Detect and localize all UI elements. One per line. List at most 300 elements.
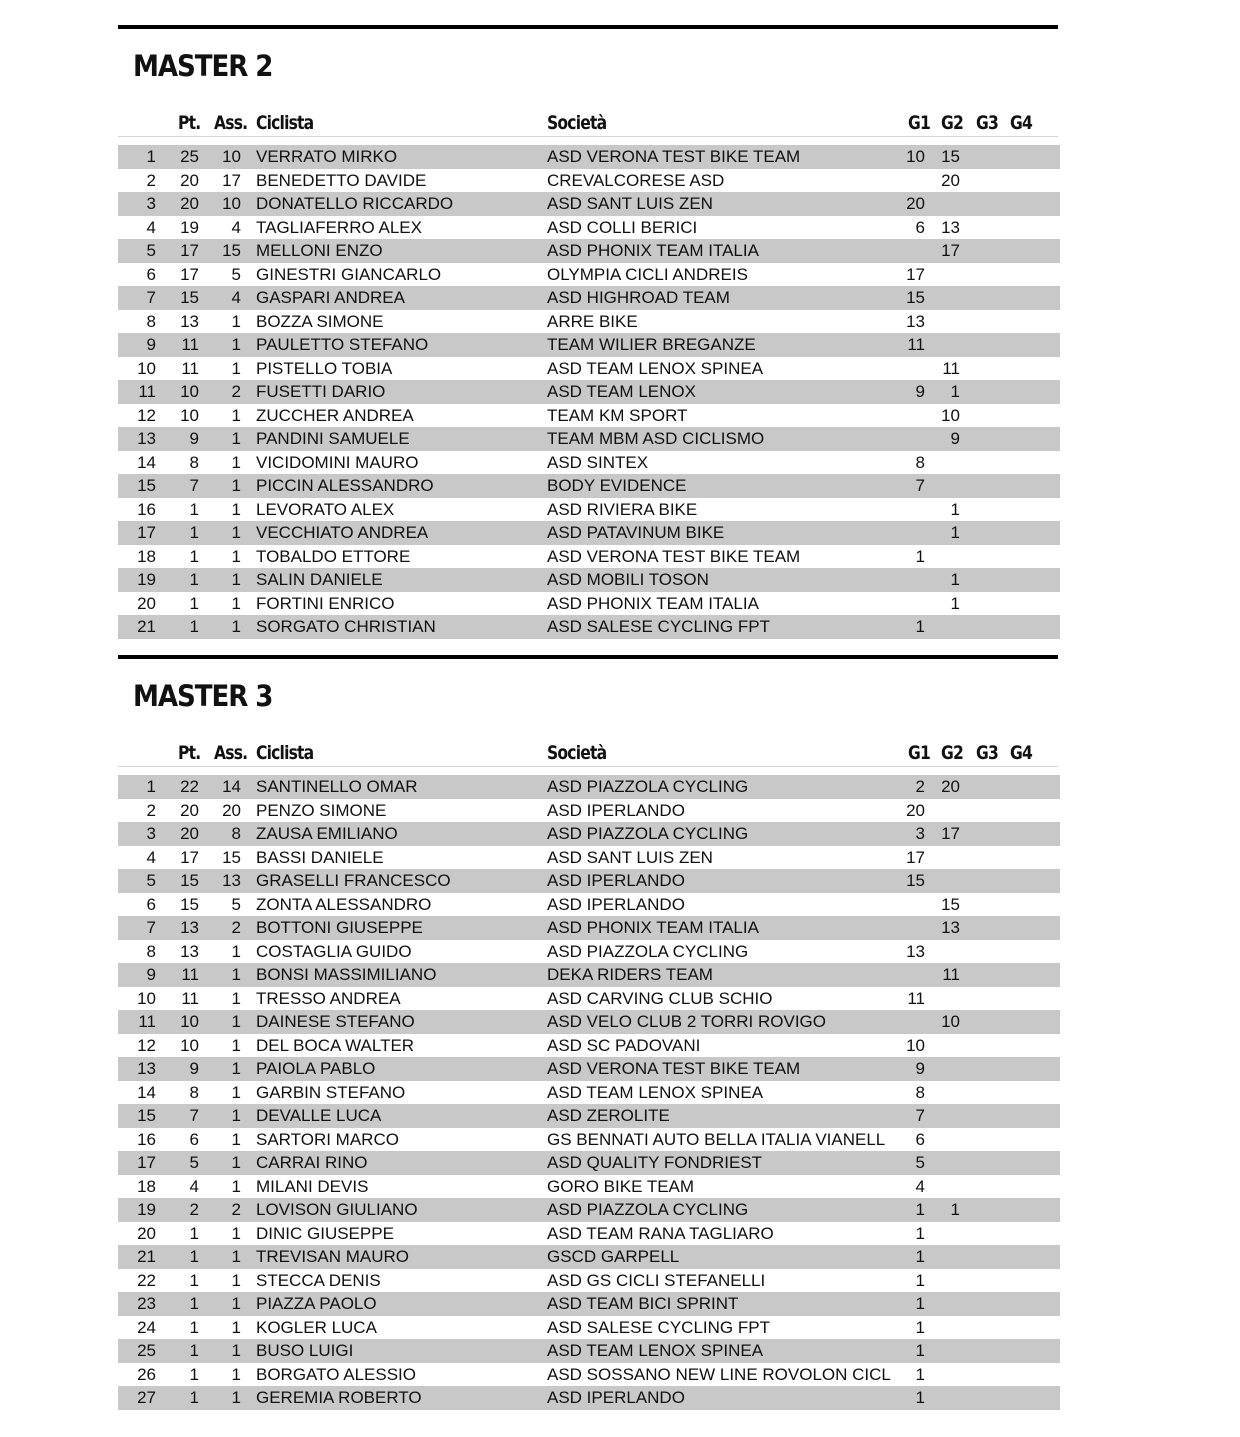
table-row: [118, 216, 1060, 240]
table-row: [118, 1292, 1060, 1316]
position-cell: 13: [137, 1059, 156, 1078]
g2-cell: 1: [950, 523, 960, 542]
rider-name-cell: DONATELLO RICCARDO: [256, 194, 454, 213]
team-cell: ASD COLLI BERICI: [547, 217, 698, 237]
g1-cell: 1: [915, 1317, 925, 1337]
team-cell: ASD SANT LUIS ZEN: [547, 194, 713, 213]
position-cell: 25: [137, 1341, 156, 1360]
team-cell: ASD VERONA TEST BIKE TEAM: [547, 546, 801, 566]
rider-name-cell: GASPARI ANDREA: [256, 288, 405, 307]
presences-cell: 1: [231, 1317, 241, 1337]
presences-cell: 15: [222, 241, 241, 260]
points-cell: 8: [189, 1082, 199, 1102]
rider-name-cell: BORGATO ALESSIO: [256, 1364, 416, 1384]
table-row: [118, 1339, 1060, 1363]
team-cell: ASD IPERLANDO: [547, 1388, 685, 1407]
position-cell: 14: [137, 1082, 156, 1102]
table-row: [118, 1034, 1060, 1058]
presences-cell: 1: [231, 570, 241, 589]
table-row: [118, 286, 1060, 310]
presences-cell: 1: [231, 311, 241, 331]
points-cell: 15: [180, 871, 199, 890]
points-cell: 2: [189, 1200, 199, 1219]
points-cell: 1: [189, 1317, 199, 1337]
points-cell: 11: [181, 965, 199, 984]
g1-cell: 8: [915, 1082, 925, 1102]
table-row: [118, 1386, 1060, 1410]
rider-name-cell: BENEDETTO DAVIDE: [256, 170, 427, 190]
team-cell: ASD SANT LUIS ZEN: [547, 847, 713, 867]
team-cell: DEKA RIDERS TEAM: [547, 965, 713, 984]
header-pt: Pt.: [178, 742, 201, 764]
points-cell: 15: [180, 894, 199, 914]
presences-cell: 1: [231, 1223, 241, 1243]
team-cell: ASD PHONIX TEAM ITALIA: [547, 918, 759, 937]
g2-cell: 13: [941, 918, 960, 937]
presences-cell: 8: [231, 824, 241, 843]
standings-table: [118, 775, 1060, 1410]
presences-cell: 1: [231, 1035, 241, 1055]
points-cell: 7: [189, 476, 199, 495]
rider-name-cell: FORTINI ENRICO: [256, 593, 395, 613]
header-g2: G2: [941, 112, 963, 134]
presences-cell: 10: [222, 194, 241, 213]
team-cell: TEAM WILIER BREGANZE: [547, 335, 756, 354]
g1-cell: 1: [915, 1200, 925, 1219]
table-row: [118, 592, 1060, 616]
g1-cell: 10: [906, 1035, 925, 1055]
team-cell: ASD TEAM BICI SPRINT: [547, 1294, 739, 1313]
presences-cell: 5: [231, 894, 241, 914]
g2-cell: 20: [941, 777, 960, 796]
presences-cell: 1: [231, 1364, 241, 1384]
points-cell: 1: [189, 593, 199, 613]
points-cell: 11: [181, 988, 199, 1008]
points-cell: 10: [180, 405, 199, 425]
table-row: [118, 404, 1060, 428]
table-row: [118, 474, 1060, 498]
rider-name-cell: PICCIN ALESSANDRO: [256, 476, 434, 495]
points-cell: 1: [189, 523, 199, 542]
section-master-2: [118, 25, 1058, 645]
team-cell: ASD VERONA TEST BIKE TEAM: [547, 147, 801, 166]
rider-name-cell: TREVISAN MAURO: [256, 1247, 410, 1266]
presences-cell: 5: [231, 264, 241, 284]
points-cell: 1: [189, 499, 199, 519]
g1-cell: 1: [915, 1270, 925, 1290]
position-cell: 10: [137, 988, 156, 1008]
rider-name-cell: LOVISON GIULIANO: [256, 1200, 418, 1219]
table-row: [118, 869, 1060, 893]
rider-name-cell: COSTAGLIA GUIDO: [256, 941, 412, 961]
table-row: [118, 1245, 1060, 1269]
points-cell: 20: [180, 194, 199, 213]
table-row: [118, 427, 1060, 451]
table-row: [118, 263, 1060, 287]
position-cell: 3: [146, 194, 156, 213]
g1-cell: 6: [915, 217, 925, 237]
table-row: [118, 963, 1060, 987]
rider-name-cell: GARBIN STEFANO: [256, 1082, 406, 1102]
points-cell: 1: [189, 1247, 199, 1266]
rider-name-cell: KOGLER LUCA: [256, 1317, 377, 1337]
position-cell: 21: [137, 617, 156, 636]
presences-cell: 2: [231, 918, 241, 937]
rider-name-cell: TAGLIAFERRO ALEX: [256, 217, 422, 237]
g1-cell: 11: [907, 988, 925, 1008]
points-cell: 1: [189, 1341, 199, 1360]
g1-cell: 15: [906, 288, 925, 307]
header-ass: Ass.: [214, 112, 248, 134]
team-cell: ASD SINTEX: [547, 452, 649, 472]
presences-cell: 1: [231, 965, 241, 984]
g2-cell: 1: [950, 593, 960, 613]
position-cell: 20: [137, 1223, 156, 1243]
points-cell: 22: [180, 777, 199, 796]
points-cell: 9: [189, 1059, 199, 1078]
presences-cell: 17: [222, 170, 241, 190]
g1-cell: 9: [915, 1059, 925, 1078]
position-cell: 15: [137, 476, 156, 495]
points-cell: 20: [180, 170, 199, 190]
points-cell: 13: [180, 311, 199, 331]
points-cell: 17: [180, 241, 199, 260]
header-ass: Ass.: [214, 742, 248, 764]
rider-name-cell: GINESTRI GIANCARLO: [256, 264, 442, 284]
g2-cell: 17: [941, 824, 960, 843]
table-row: [118, 846, 1060, 870]
section-master-3: [118, 655, 1058, 1415]
team-cell: ASD PIAZZOLA CYCLING: [547, 941, 749, 961]
g1-cell: 1: [915, 1364, 925, 1384]
rider-name-cell: ZONTA ALESSANDRO: [256, 894, 432, 914]
rider-name-cell: DEVALLE LUCA: [256, 1106, 382, 1125]
g2-cell: 10: [941, 1012, 960, 1031]
points-cell: 1: [189, 1223, 199, 1243]
team-cell: ASD PIAZZOLA CYCLING: [547, 777, 749, 796]
presences-cell: 4: [231, 288, 241, 307]
table-row: [118, 1057, 1060, 1081]
presences-cell: 1: [231, 1106, 241, 1125]
table-row: [118, 916, 1060, 940]
team-cell: TEAM KM SPORT: [547, 405, 688, 425]
g2-cell: 11: [942, 358, 960, 378]
rider-name-cell: TRESSO ANDREA: [256, 988, 401, 1008]
team-cell: ASD PHONIX TEAM ITALIA: [547, 593, 759, 613]
g1-cell: 17: [906, 847, 925, 867]
rider-name-cell: VECCHIATO ANDREA: [256, 523, 429, 542]
header-societa: Società: [547, 112, 607, 134]
presences-cell: 1: [231, 523, 241, 542]
presences-cell: 2: [231, 382, 241, 401]
presences-cell: 14: [222, 777, 241, 796]
presences-cell: 1: [231, 1012, 241, 1031]
team-cell: ASD PIAZZOLA CYCLING: [547, 1200, 749, 1219]
team-cell: ASD RIVIERA BIKE: [547, 499, 698, 519]
team-cell: ASD VELO CLUB 2 TORRI ROVIGO: [547, 1012, 827, 1031]
team-cell: ASD SC PADOVANI: [547, 1035, 701, 1055]
rider-name-cell: BOZZA SIMONE: [256, 311, 384, 331]
header-g1: G1: [908, 742, 930, 764]
table-row: [118, 1316, 1060, 1340]
g2-cell: 15: [941, 894, 960, 914]
g1-cell: 6: [915, 1129, 925, 1149]
team-cell: ASD HIGHROAD TEAM: [547, 288, 730, 307]
g2-cell: 11: [942, 965, 960, 984]
position-cell: 6: [146, 894, 156, 914]
rider-name-cell: VICIDOMINI MAURO: [256, 452, 419, 472]
table-row: [118, 451, 1060, 475]
header-pt: Pt.: [178, 112, 201, 134]
g2-cell: 1: [950, 499, 960, 519]
position-cell: 17: [137, 523, 156, 542]
position-cell: 11: [138, 1012, 156, 1031]
points-cell: 1: [189, 570, 199, 589]
rider-name-cell: MILANI DEVIS: [256, 1176, 369, 1196]
presences-cell: 2: [231, 1200, 241, 1219]
points-cell: 9: [189, 429, 199, 448]
points-cell: 10: [180, 382, 199, 401]
position-cell: 18: [137, 546, 156, 566]
table-row: [118, 333, 1060, 357]
team-cell: CREVALCORESE ASD: [547, 170, 725, 190]
table-row: [118, 1010, 1060, 1034]
presences-cell: 1: [231, 1129, 241, 1149]
g1-cell: 3: [915, 824, 925, 843]
g1-cell: 7: [915, 476, 925, 495]
team-cell: ASD TEAM RANA TAGLIARO: [547, 1223, 774, 1243]
position-cell: 7: [146, 288, 156, 307]
team-cell: ARRE BIKE: [547, 311, 638, 331]
points-cell: 10: [180, 1035, 199, 1055]
position-cell: 12: [137, 1035, 156, 1055]
g1-cell: 17: [906, 264, 925, 284]
rider-name-cell: PAULETTO STEFANO: [256, 335, 429, 354]
table-row: [118, 822, 1060, 846]
team-cell: ASD MOBILI TOSON: [547, 570, 709, 589]
position-cell: 14: [137, 452, 156, 472]
table-row: [118, 145, 1060, 169]
team-cell: ASD TEAM LENOX: [547, 382, 696, 401]
header-g4: G4: [1010, 112, 1032, 134]
position-cell: 19: [137, 1200, 156, 1219]
position-cell: 16: [137, 1129, 156, 1149]
rider-name-cell: PANDINI SAMUELE: [256, 429, 410, 448]
points-cell: 5: [189, 1153, 199, 1172]
g2-cell: 1: [950, 382, 960, 401]
presences-cell: 1: [231, 429, 241, 448]
rider-name-cell: BUSO LUIGI: [256, 1341, 354, 1360]
position-cell: 12: [137, 405, 156, 425]
rider-name-cell: BONSI MASSIMILIANO: [256, 965, 437, 984]
team-cell: OLYMPIA CICLI ANDREIS: [547, 264, 748, 284]
presences-cell: 1: [231, 1270, 241, 1290]
header-g3: G3: [976, 742, 998, 764]
rider-name-cell: PISTELLO TOBIA: [256, 358, 393, 378]
header-ciclista: Ciclista: [256, 112, 314, 134]
team-cell: ASD SOSSANO NEW LINE ROVOLON CICL: [547, 1364, 891, 1384]
position-cell: 5: [146, 241, 156, 260]
g2-cell: 13: [941, 217, 960, 237]
rider-name-cell: BOTTONI GIUSEPPE: [256, 918, 423, 937]
g1-cell: 1: [915, 1341, 925, 1360]
header-ciclista: Ciclista: [256, 742, 314, 764]
position-cell: 8: [146, 941, 156, 961]
table-row: [118, 1175, 1060, 1199]
team-cell: TEAM MBM ASD CICLISMO: [547, 429, 765, 448]
position-cell: 26: [137, 1364, 156, 1384]
position-cell: 10: [137, 358, 156, 378]
g1-cell: 11: [907, 335, 925, 354]
presences-cell: 4: [231, 217, 241, 237]
table-row: [118, 239, 1060, 263]
g1-cell: 7: [915, 1106, 925, 1125]
rider-name-cell: DEL BOCA WALTER: [256, 1035, 415, 1055]
position-cell: 20: [137, 593, 156, 613]
rider-name-cell: PAIOLA PABLO: [256, 1059, 376, 1078]
team-cell: ASD IPERLANDO: [547, 800, 685, 820]
position-cell: 1: [146, 777, 156, 796]
presences-cell: 1: [231, 1388, 241, 1407]
g2-cell: 10: [941, 405, 960, 425]
rider-name-cell: BASSI DANIELE: [256, 847, 384, 867]
position-cell: 5: [146, 871, 156, 890]
position-cell: 21: [137, 1247, 156, 1266]
section-title: MASTER 3: [133, 679, 273, 713]
presences-cell: 1: [231, 593, 241, 613]
g2-cell: 20: [941, 170, 960, 190]
points-cell: 19: [180, 217, 199, 237]
position-cell: 2: [146, 170, 156, 190]
table-header: [118, 738, 1058, 767]
presences-cell: 1: [231, 405, 241, 425]
points-cell: 10: [180, 1012, 199, 1031]
presences-cell: 15: [222, 847, 241, 867]
position-cell: 24: [137, 1317, 156, 1337]
team-cell: GSCD GARPELL: [547, 1247, 680, 1266]
position-cell: 2: [146, 800, 156, 820]
header-g4: G4: [1010, 742, 1032, 764]
table-row: [118, 799, 1060, 823]
header-g3: G3: [976, 112, 998, 134]
presences-cell: 1: [231, 546, 241, 566]
team-cell: ASD PIAZZOLA CYCLING: [547, 824, 749, 843]
table-row: [118, 169, 1060, 193]
points-cell: 15: [180, 288, 199, 307]
header-societa: Società: [547, 742, 607, 764]
table-row: [118, 1151, 1060, 1175]
team-cell: ASD SALESE CYCLING FPT: [547, 617, 770, 636]
presences-cell: 1: [231, 476, 241, 495]
table-row: [118, 1222, 1060, 1246]
position-cell: 27: [137, 1388, 156, 1407]
rider-name-cell: SALIN DANIELE: [256, 570, 383, 589]
g1-cell: 1: [915, 1294, 925, 1313]
team-cell: ASD PHONIX TEAM ITALIA: [547, 241, 759, 260]
presences-cell: 10: [222, 147, 241, 166]
rider-name-cell: SARTORI MARCO: [256, 1129, 399, 1149]
presences-cell: 1: [231, 1294, 241, 1313]
position-cell: 17: [137, 1153, 156, 1172]
rider-name-cell: TOBALDO ETTORE: [256, 546, 411, 566]
presences-cell: 1: [231, 1247, 241, 1266]
table-row: [118, 380, 1060, 404]
rider-name-cell: DINIC GIUSEPPE: [256, 1223, 394, 1243]
team-cell: ASD GS CICLI STEFANELLI: [547, 1270, 766, 1290]
presences-cell: 1: [231, 1176, 241, 1196]
points-cell: 1: [189, 1270, 199, 1290]
g1-cell: 1: [915, 1388, 925, 1407]
table-row: [118, 192, 1060, 216]
table-row: [118, 568, 1060, 592]
section-divider: [118, 655, 1058, 659]
position-cell: 18: [137, 1176, 156, 1196]
g1-cell: 9: [915, 382, 925, 401]
presences-cell: 20: [222, 800, 241, 820]
presences-cell: 13: [222, 871, 241, 890]
points-cell: 1: [189, 617, 199, 636]
position-cell: 16: [137, 499, 156, 519]
points-cell: 20: [180, 824, 199, 843]
position-cell: 11: [138, 382, 156, 401]
g1-cell: 1: [915, 1223, 925, 1243]
table-row: [118, 893, 1060, 917]
table-row: [118, 940, 1060, 964]
g1-cell: 8: [915, 452, 925, 472]
presences-cell: 1: [231, 1153, 241, 1172]
table-row: [118, 1198, 1060, 1222]
points-cell: 6: [189, 1129, 199, 1149]
points-cell: 17: [180, 847, 199, 867]
table-row: [118, 545, 1060, 569]
rider-name-cell: ZUCCHER ANDREA: [256, 405, 414, 425]
points-cell: 1: [189, 546, 199, 566]
g1-cell: 13: [906, 941, 925, 961]
points-cell: 25: [180, 147, 199, 166]
position-cell: 7: [146, 918, 156, 937]
team-cell: ASD TEAM LENOX SPINEA: [547, 1341, 764, 1360]
rider-name-cell: CARRAI RINO: [256, 1153, 368, 1172]
points-cell: 8: [189, 452, 199, 472]
rider-name-cell: STECCA DENIS: [256, 1270, 381, 1290]
g1-cell: 2: [915, 777, 925, 796]
presences-cell: 1: [231, 1059, 241, 1078]
g2-cell: 1: [950, 1200, 960, 1219]
team-cell: GS BENNATI AUTO BELLA ITALIA VIANELL: [547, 1129, 886, 1149]
position-cell: 8: [146, 311, 156, 331]
g2-cell: 9: [950, 429, 960, 448]
presences-cell: 1: [231, 499, 241, 519]
g2-cell: 17: [941, 241, 960, 260]
table-header: [118, 108, 1058, 137]
team-cell: ASD TEAM LENOX SPINEA: [547, 1082, 764, 1102]
g1-cell: 20: [906, 800, 925, 820]
g1-cell: 1: [915, 546, 925, 566]
presences-cell: 1: [231, 617, 241, 636]
table-row: [118, 615, 1060, 639]
team-cell: ASD CARVING CLUB SCHIO: [547, 988, 773, 1008]
presences-cell: 1: [231, 335, 241, 354]
team-cell: ASD IPERLANDO: [547, 871, 685, 890]
points-cell: 17: [180, 264, 199, 284]
points-cell: 7: [189, 1106, 199, 1125]
presences-cell: 1: [231, 452, 241, 472]
points-cell: 11: [181, 358, 199, 378]
points-cell: 11: [181, 335, 199, 354]
table-row: [118, 1269, 1060, 1293]
table-row: [118, 357, 1060, 381]
table-row: [118, 521, 1060, 545]
